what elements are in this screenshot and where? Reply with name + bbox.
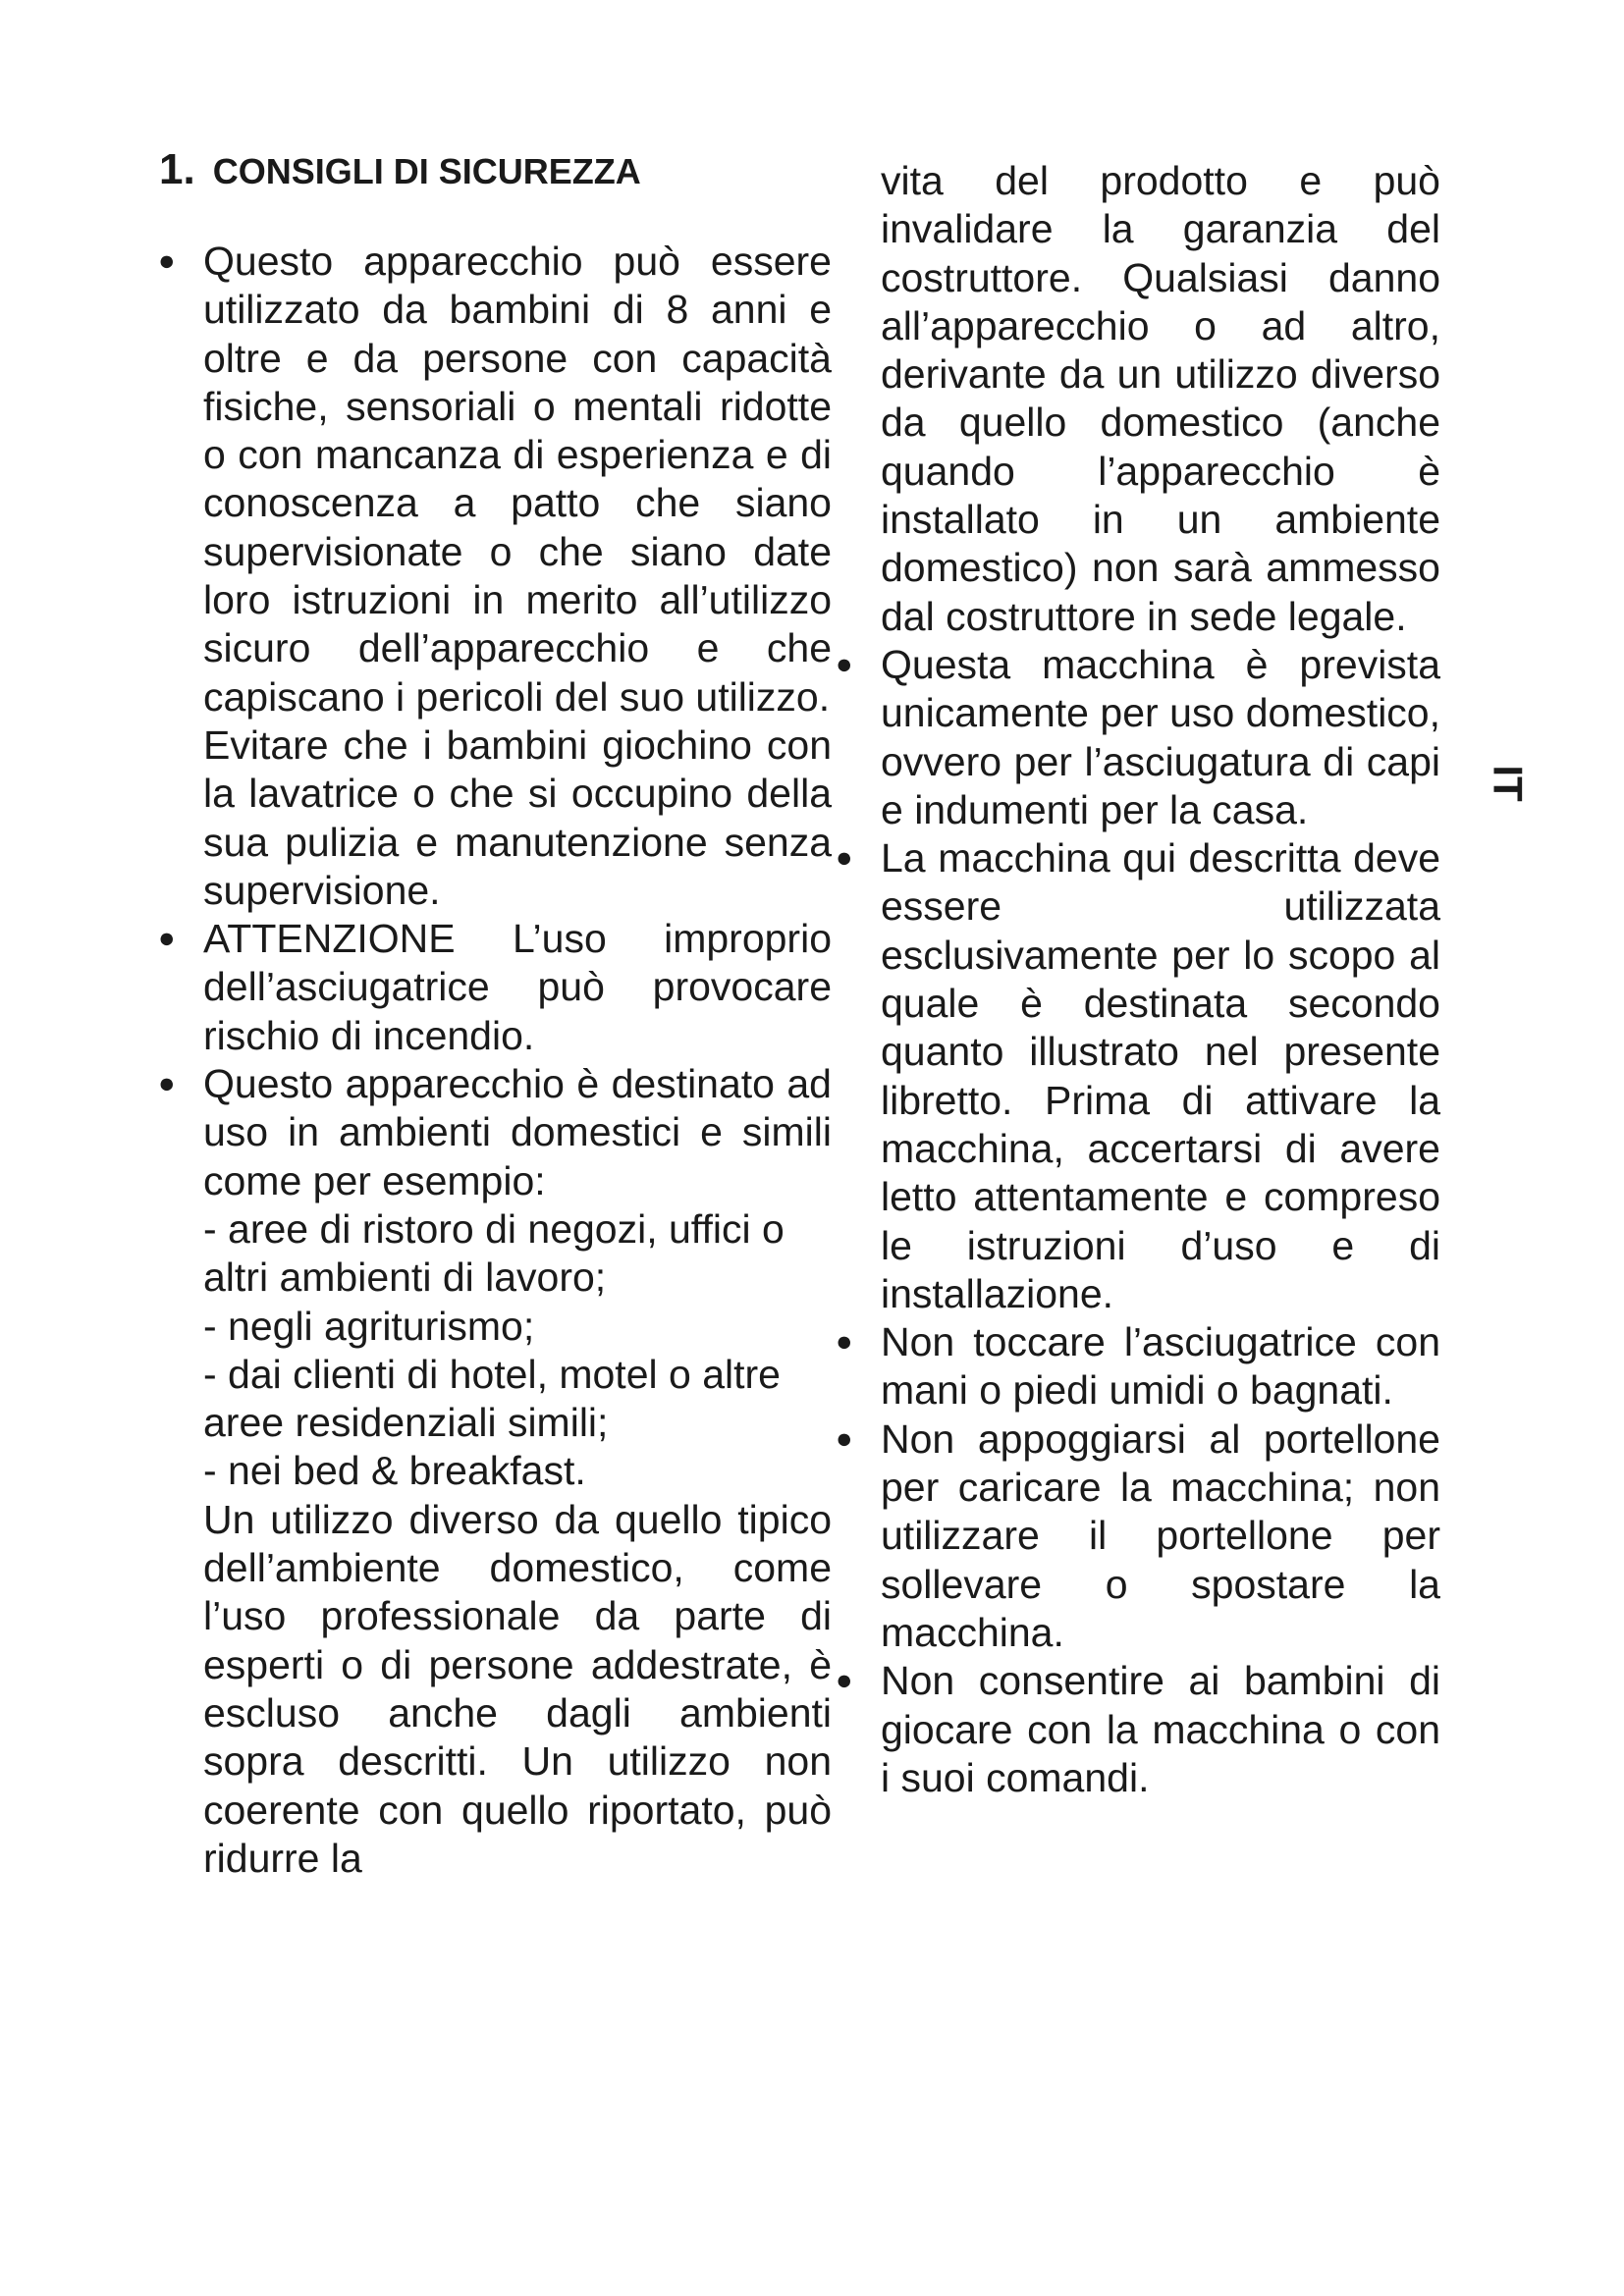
- usage-example: - aree di ristoro di negozi, uffici o altri ambienti di lavoro;: [203, 1205, 785, 1301]
- safety-item-fire-warning: [203, 915, 832, 1060]
- door-text: ● Non appoggiarsi al portellone per caricare la macchina; non utilizzare il portellone per sollevare o spostare la macchina.: [881, 1415, 1440, 1655]
- safety-item-controls: [881, 1657, 1440, 1802]
- safety-item-intended-use: [203, 1060, 832, 1883]
- usage-example: - negli agriturismo;: [203, 1303, 535, 1349]
- usage-example: - nei bed & breakfast.: [203, 1448, 586, 1494]
- safety-item-domestic-only: [881, 641, 1440, 834]
- improper-use-text: Un utilizzo diverso da quello tipico dell’ambiente domestico, come l’uso professionale da parte di esperti o di persone addestrate, è escluso anche dagli ambienti sopra descritti. Un utilizzo non coerente con quello riportato, può ridurre la: [203, 1496, 832, 1881]
- children-play-text: Evitare che i bambini giochino con la lavatrice o che si occupino della sua pulizia e manutenzione senza supervisione.: [203, 721, 832, 913]
- safety-item-wet-hands: [881, 1318, 1440, 1415]
- wet-hands-text: ● Non toccare l’asciugatrice con mani o piedi umidi o bagnati.: [881, 1319, 1440, 1414]
- left-column: [203, 238, 832, 1883]
- fire-warning-text: ● ATTENZIONE L’uso improprio dell’asciugatrice può provocare rischio di incendio.: [203, 916, 832, 1058]
- right-column: [881, 157, 1440, 1802]
- section-number: 1.: [159, 145, 195, 193]
- safety-item-children: [203, 238, 832, 915]
- language-code: IT: [1485, 765, 1532, 802]
- read-manual-text: ● La macchina qui descritta deve essere utilizzata esclusivamente per lo scopo al quale è destinata secondo quanto illustrato nel presente libretto. Prima di attivare la macchina, accertarsi di avere letto attentamente e compreso le istruzioni d’uso e di installazione.: [881, 835, 1440, 1316]
- section-title: CONSIGLI DI SICUREZZA: [212, 151, 641, 191]
- children-supervision-text: ● Questo apparecchio può essere utilizzato da bambini di 8 anni e oltre e da persone con capacità fisiche, sensoriali o mentali ridotte o con mancanza di esperienza e di conoscenza a patto che siano supervisionate o che siano date loro istruzioni in merito all’utilizzo sicuro dell’apparecchio e che capiscano i pericoli del suo utilizzo.: [203, 239, 832, 720]
- safety-item-read-manual: [881, 834, 1440, 1318]
- controls-text: ● Non consentire ai bambini di giocare con la macchina o con i suoi comandi.: [881, 1658, 1440, 1800]
- language-tab: [1485, 754, 1532, 813]
- usage-example: - dai clienti di hotel, motel o altre aree residenziali simili;: [203, 1351, 781, 1446]
- domestic-only-text: ● Questa macchina è prevista unicamente per uso domestico, ovvero per l’asciugatura di capi e indumenti per la casa.: [881, 641, 1440, 832]
- section-heading: [159, 145, 641, 194]
- safety-item-door: [881, 1415, 1440, 1657]
- intended-use-intro: ● Questo apparecchio è destinato ad uso in ambienti domestici e simili come per esempio:: [203, 1061, 832, 1203]
- improper-use-continuation: vita del prodotto e può invalidare la garanzia del costruttore. Qualsiasi danno all’apparecchio o ad altro, derivante da un utilizzo diverso da quello domestico (anche quando l’apparecchio è installato in un ambiente domestico) non sarà ammesso dal costruttore in sede legale.: [881, 158, 1440, 639]
